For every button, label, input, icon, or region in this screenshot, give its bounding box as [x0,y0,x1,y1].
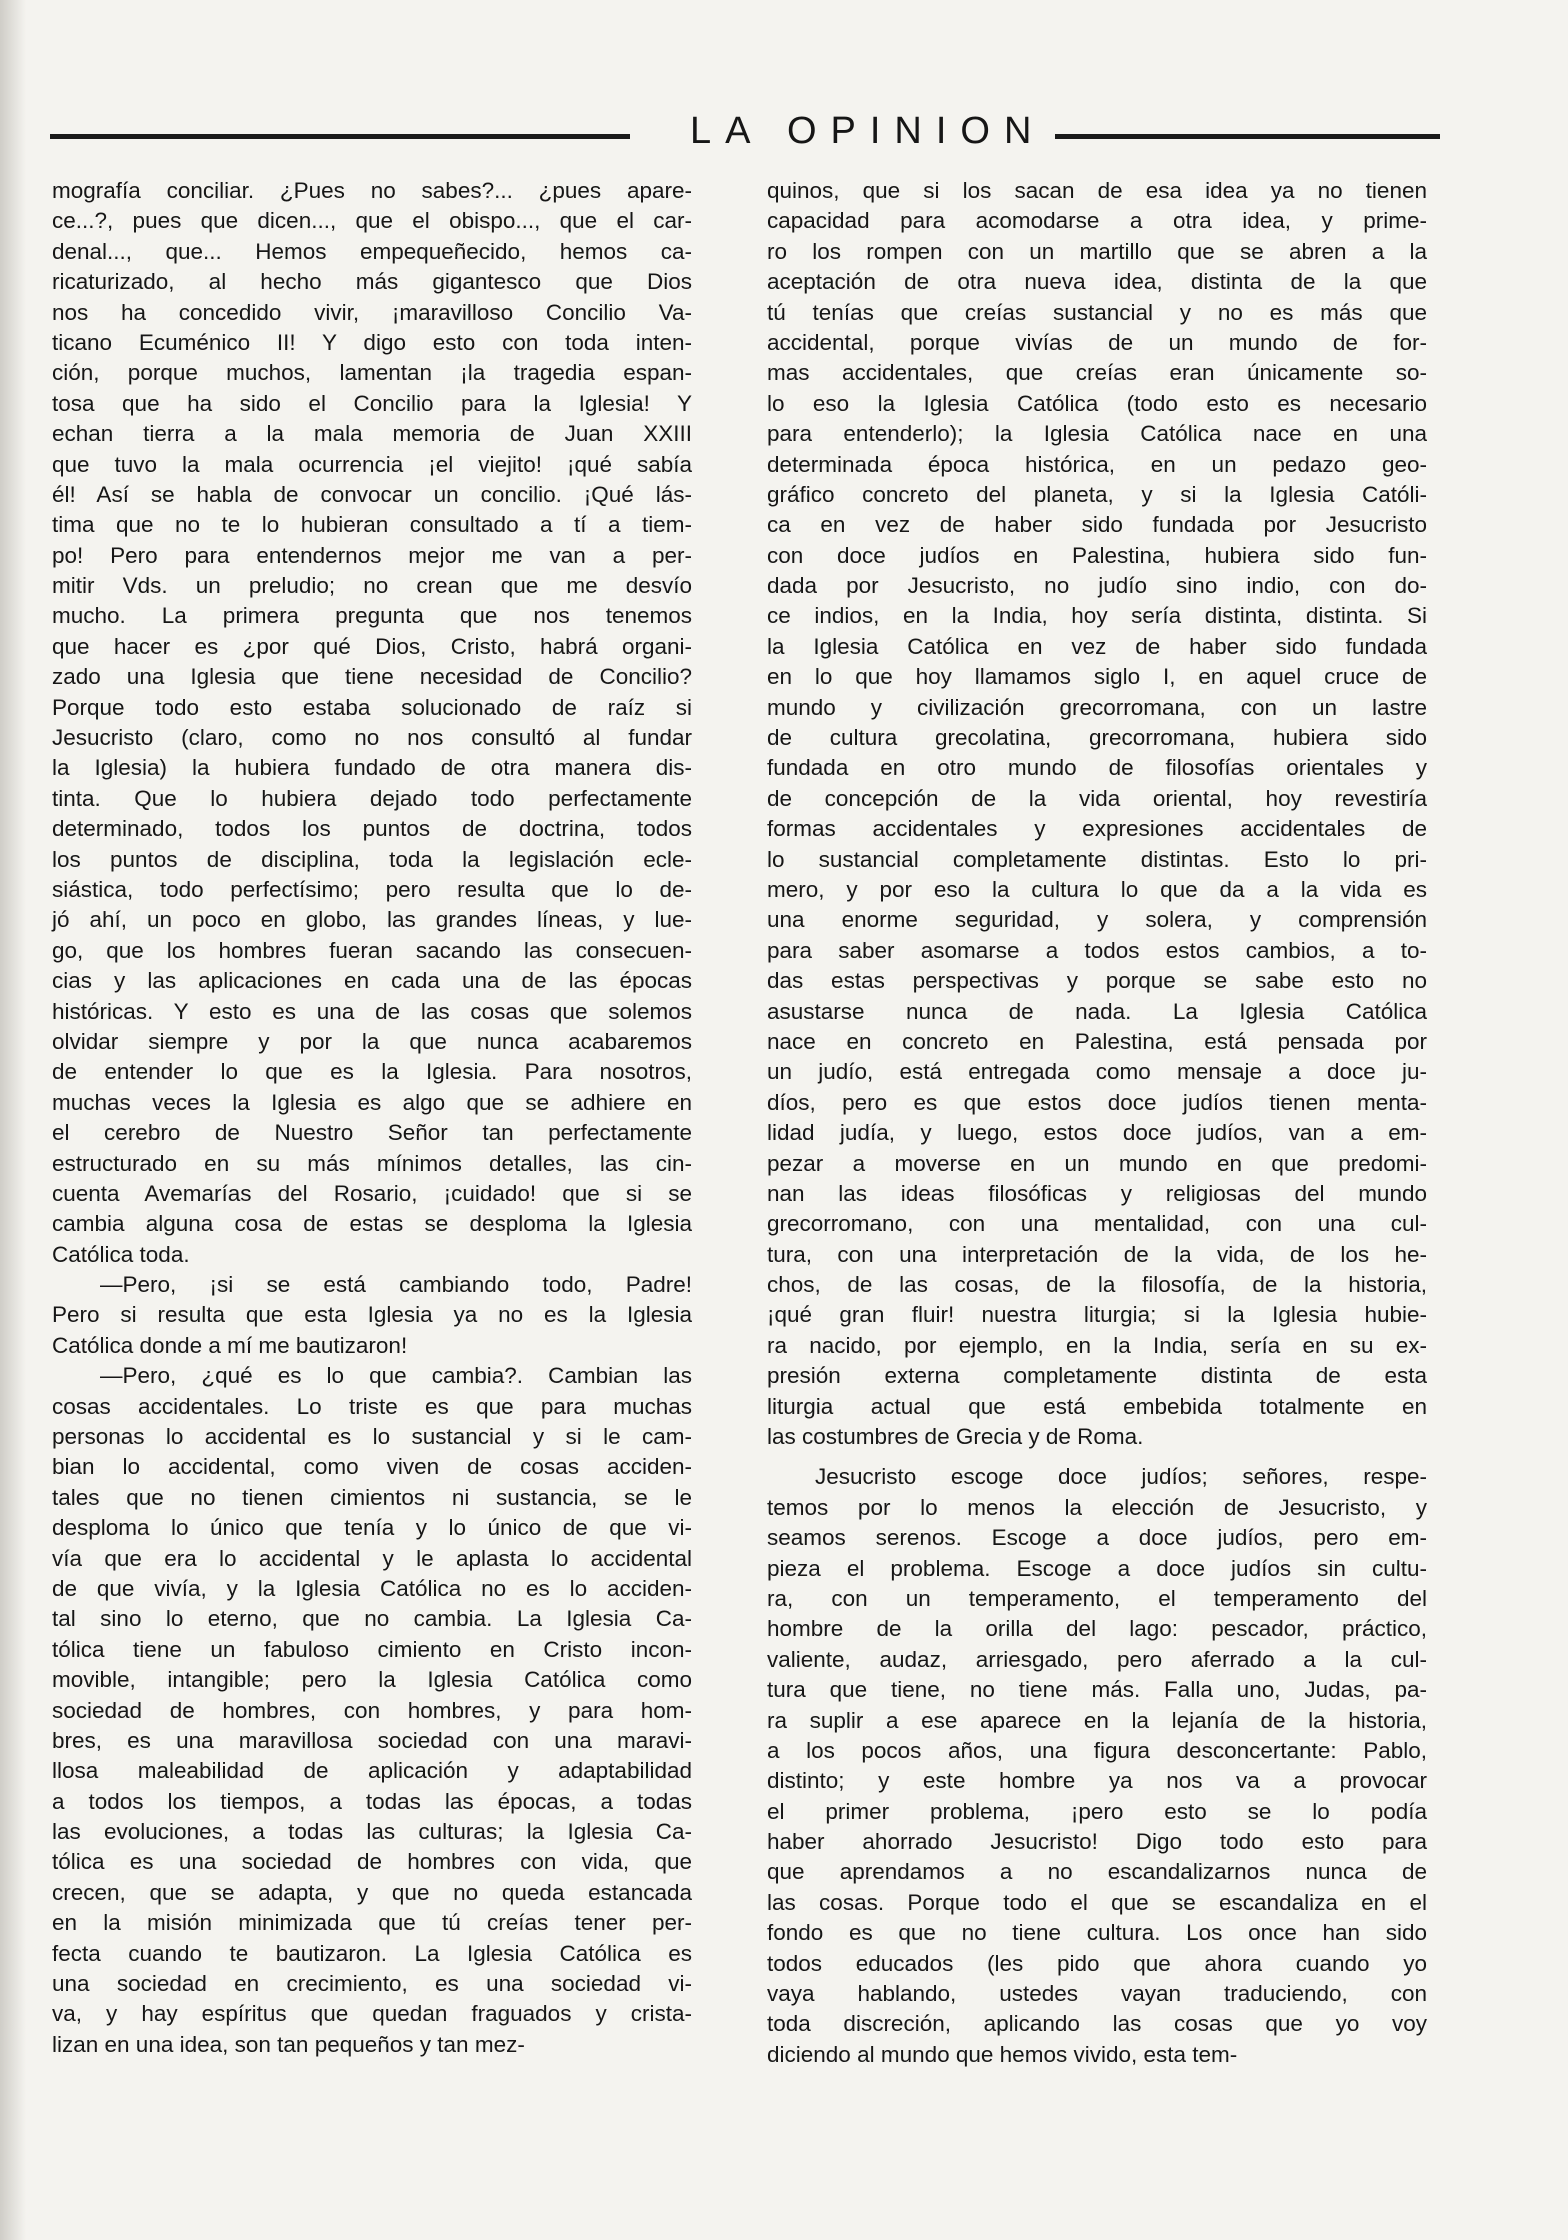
text-line: el primer problema, ¡pero esto se lo podía [767,1798,1427,1824]
text-line: ce...?, pues que dicen..., que el obispo..., que el car- [52,208,692,234]
text-line: tólica tiene un fabuloso cimiento en Cristo incon- [52,1636,692,1662]
text-line: nan las ideas filosóficas y religiosas del mundo [767,1180,1427,1206]
text-line: tura, con una interpretación de la vida, de los he- [767,1241,1427,1267]
text-line: fecta cuando te bautizaron. La Iglesia Católica es [52,1940,692,1966]
masthead-title: LA OPINION [690,110,1046,152]
text-line: para saber asomarse a todos estos cambios, a to- [767,937,1427,963]
text-line: muchas veces la Iglesia es algo que se adhiere en [52,1089,692,1115]
text-line: de que vivía, y la Iglesia Católica no es lo acciden- [52,1575,692,1601]
text-line: lidad judía, y luego, estos doce judíos, van a em- [767,1120,1427,1146]
text-line: mitir Vds. un preludio; no crean que me desvío [52,573,692,599]
text-line: grecorromano, con una mentalidad, con una cul- [767,1211,1427,1237]
text-line: fondo es que no tiene cultura. Los once han sido [767,1920,1427,1946]
masthead [50,108,1440,168]
text-line: formas accidentales y expresiones accidentales de [767,816,1427,842]
text-line: distinto; y este hombre ya nos va a provocar [767,1768,1427,1794]
text-line: ¡qué gran fluir! nuestra liturgia; si la Iglesia hubie- [767,1302,1427,1328]
text-line: echan tierra a la mala memoria de Juan XXIII [52,421,692,447]
text-line: dada por Jesucristo, no judío sino indio, con do- [767,573,1427,599]
text-line: fundada en otro mundo de filosofías orientales y [767,755,1427,781]
text-line: chos, de las cosas, de la filosofía, de la historia, [767,1272,1427,1298]
text-line: tales que no tienen cimientos ni sustancia, se le [52,1484,692,1510]
text-line: go, que los hombres fueran sacando las consecuen- [52,937,692,963]
text-line: hombre de la orilla del lago: pescador, práctico, [767,1616,1427,1642]
text-line: ra suplir a ese aparece en la lejanía de la historia, [767,1707,1427,1733]
text-line: todos educados (les pido que ahora cuando yo [767,1950,1427,1976]
text-line: que tuvo la mala ocurrencia ¡el viejito! ¡qué sabía [52,451,692,477]
text-line: tosa que ha sido el Concilio para la Iglesia! Y [52,390,692,416]
text-line: determinado, todos los puntos de doctrina, todos [52,816,692,842]
text-line: toda discreción, aplicando las cosas que yo voy [767,2011,1427,2037]
text-line: díos, pero es que estos doce judíos tienen menta- [767,1089,1427,1115]
text-line: va, y hay espíritus que quedan fraguados y crista- [52,2001,692,2027]
text-line: valiente, audaz, arriesgado, pero aferrado a la cul- [767,1646,1427,1672]
text-line: Jesucristo escoge doce judíos; señores, respe- [815,1464,1427,1490]
text-line: haber ahorrado Jesucristo! Digo todo esto para [767,1829,1427,1855]
text-line: —Pero, ¡si se está cambiando todo, Padre! [100,1272,692,1298]
text-line: desploma lo único que tenía y lo único de que vi- [52,1515,692,1541]
text-line: Católica toda. [52,1241,190,1267]
text-line: históricas. Y esto es una de las cosas que solemos [52,998,692,1024]
text-line: das estas perspectivas y porque se sabe esto no [767,968,1427,994]
text-line: de entender lo que es la Iglesia. Para nosotros, [52,1059,692,1085]
text-line: ra nacido, por ejemplo, en la India, sería en su ex- [767,1332,1427,1358]
text-line: los puntos de disciplina, toda la legislación ecle- [52,846,692,872]
text-line: ca en vez de haber sido fundada por Jesucristo [767,512,1427,538]
text-line: ce indios, en la India, hoy sería distinta, distinta. Si [767,603,1427,629]
text-line: el cerebro de Nuestro Señor tan perfectamente [52,1120,692,1146]
text-line: las costumbres de Grecia y de Roma. [767,1424,1144,1450]
text-line: determinada época histórica, en un pedazo geo- [767,451,1427,477]
text-line: con doce judíos en Palestina, hubiera sido fun- [767,542,1427,568]
text-line: tinta. Que lo hubiera dejado todo perfectamente [52,785,692,811]
text-line: ra, con un temperamento, el temperamento del [767,1585,1427,1611]
text-line: en lo que hoy llamamos siglo I, en aquel cruce de [767,664,1427,690]
text-line: Porque todo esto estaba solucionado de raíz si [52,694,692,720]
text-line: llosa maleabilidad de aplicación y adaptabilidad [52,1758,692,1784]
text-line: seamos serenos. Escoge a doce judíos, pero em- [767,1525,1427,1551]
paragraph-gap [767,1452,1427,1462]
masthead-rule-left [50,134,630,139]
text-line: tal sino lo eterno, que no cambia. La Iglesia Ca- [52,1606,692,1632]
text-line: aceptación de otra nueva idea, distinta de la que [767,269,1427,295]
text-line: un judío, está entregada como mensaje a doce ju- [767,1059,1427,1085]
text-line: mas accidentales, que creías eran únicamente so- [767,360,1427,386]
text-line: tima que no te lo hubieran consultado a tí a tiem- [52,512,692,538]
text-line: la Iglesia) la hubiera fundado de otra manera dis- [52,755,692,781]
text-line: nace en concreto en Palestina, está pensada por [767,1028,1427,1054]
text-line: gráfico concreto del planeta, y si la Iglesia Católi- [767,481,1427,507]
text-line: a todos los tiempos, a todas las épocas, a todas [52,1788,692,1814]
text-line: vaya hablando, ustedes vayan traduciendo, con [767,1981,1427,2007]
text-line: ro los rompen con un martillo que se abren a la [767,238,1427,264]
text-line: Pero si resulta que esta Iglesia ya no es la Iglesia [52,1302,692,1328]
text-line: la Iglesia Católica en vez de haber sido fundada [767,633,1427,659]
text-line: en la misión minimizada que tú creías tener per- [52,1910,692,1936]
text-line: cambia alguna cosa de estas se desploma la Iglesia [52,1211,692,1237]
text-line: las cosas. Porque todo el que se escandaliza en el [767,1889,1427,1915]
text-line: siástica, todo perfectísimo; pero resulta que lo de- [52,876,692,902]
text-line: lizan en una idea, son tan pequeños y tan mez- [52,2031,525,2057]
text-line: lo eso la Iglesia Católica (todo esto es necesario [767,390,1427,416]
text-line: denal..., que... Hemos empequeñecido, hemos ca- [52,238,692,264]
text-line: diciendo al mundo que hemos vivido, esta tem- [767,2041,1238,2067]
text-line: movible, intangible; pero la Iglesia Católica como [52,1667,692,1693]
text-line: —Pero, ¿qué es lo que cambia?. Cambian las [100,1363,692,1389]
text-line: tú tenías que creías sustancial y no es más que [767,299,1427,325]
text-line: una enorme seguridad, y solera, y comprensión [767,907,1427,933]
text-line: pezar a moverse en un mundo en que predomi- [767,1150,1427,1176]
text-line: sociedad de hombres, con hombres, y para hom- [52,1697,692,1723]
text-line: vía que era lo accidental y le aplasta lo accidental [52,1545,692,1571]
text-line: mografía conciliar. ¿Pues no sabes?... ¿pues apare- [52,178,692,203]
text-line: para entenderlo); la Iglesia Católica nace en una [767,421,1427,447]
text-line: mero, y por eso la cultura lo que da a la vida es [767,876,1427,902]
text-line: una sociedad en crecimiento, es una sociedad vi- [52,1971,692,1997]
text-line: liturgia actual que está embebida totalmente en [767,1393,1427,1419]
text-line: cias y las aplicaciones en cada una de las épocas [52,968,692,994]
text-line: bres, es una maravillosa sociedad con una maravi- [52,1727,692,1753]
text-line: cosas accidentales. Lo triste es que para muchas [52,1393,692,1419]
text-line: las evoluciones, a todas las culturas; la Iglesia Ca- [52,1819,692,1845]
masthead-rule-right [1055,134,1440,139]
text-line: mundo y civilización grecorromana, con un lastre [767,694,1427,720]
text-line: tólica es una sociedad de hombres con vida, que [52,1849,692,1875]
text-line: asustarse nunca de nada. La Iglesia Católica [767,998,1427,1024]
text-line: accidental, porque vivías de un mundo de for- [767,329,1427,355]
text-line: capacidad para acomodarse a otra idea, y prime- [767,208,1427,234]
text-line: de concepción de la vida oriental, hoy revestiría [767,785,1427,811]
text-line: presión externa completamente distinta de esta [767,1363,1427,1389]
text-line: de cultura grecolatina, grecorromana, hubiera sido [767,725,1427,751]
left-column [52,176,692,2060]
text-line: zado una Iglesia que tiene necesidad de Concilio? [52,664,692,690]
text-line: nos ha concedido vivir, ¡maravilloso Concilio Va- [52,299,692,325]
text-line: ticano Ecuménico II! Y digo esto con toda inten- [52,329,692,355]
text-line: pieza el problema. Escoge a doce judíos sin cultu- [767,1555,1427,1581]
text-line: ción, porque muchos, lamentan ¡la tragedia espan- [52,360,692,386]
page-binding-shadow [0,0,26,2240]
text-line: a los pocos años, una figura desconcertante: Pablo, [767,1737,1427,1763]
text-line: olvidar siempre y por la que nunca acabaremos [52,1028,692,1054]
text-line: que hacer es ¿por qué Dios, Cristo, habrá organi- [52,633,692,659]
text-line: bian lo accidental, como viven de cosas acciden- [52,1454,692,1480]
right-column [767,176,1427,2070]
text-line: ricaturizado, al hecho más gigantesco que Dios [52,269,692,295]
text-line: temos por lo menos la elección de Jesucristo, y [767,1494,1427,1520]
text-line: po! Pero para entendernos mejor me van a per- [52,542,692,568]
text-line: Jesucristo (claro, como no nos consultó al fundar [52,725,692,751]
text-line: estructurado en su más mínimos detalles, las cin- [52,1150,692,1176]
text-line: crecen, que se adapta, y que no queda estancada [52,1879,692,1905]
text-line: él! Así se habla de convocar un concilio. ¡Qué lás- [52,481,692,507]
text-line: tura que tiene, no tiene más. Falla uno, Judas, pa- [767,1677,1427,1703]
text-line: personas lo accidental es lo sustancial y si le cam- [52,1424,692,1450]
text-line: Católica donde a mí me bautizaron! [52,1332,408,1358]
text-line: lo sustancial completamente distintas. Esto lo pri- [767,846,1427,872]
text-line: jó ahí, un poco en globo, las grandes líneas, y lue- [52,907,692,933]
text-line: quinos, que si los sacan de esa idea ya no tienen [767,178,1427,203]
text-line: cuenta Avemarías del Rosario, ¡cuidado! que si se [52,1180,692,1206]
text-line: mucho. La primera pregunta que nos tenemos [52,603,692,629]
text-line: que aprendamos a no escandalizarnos nunca de [767,1859,1427,1885]
